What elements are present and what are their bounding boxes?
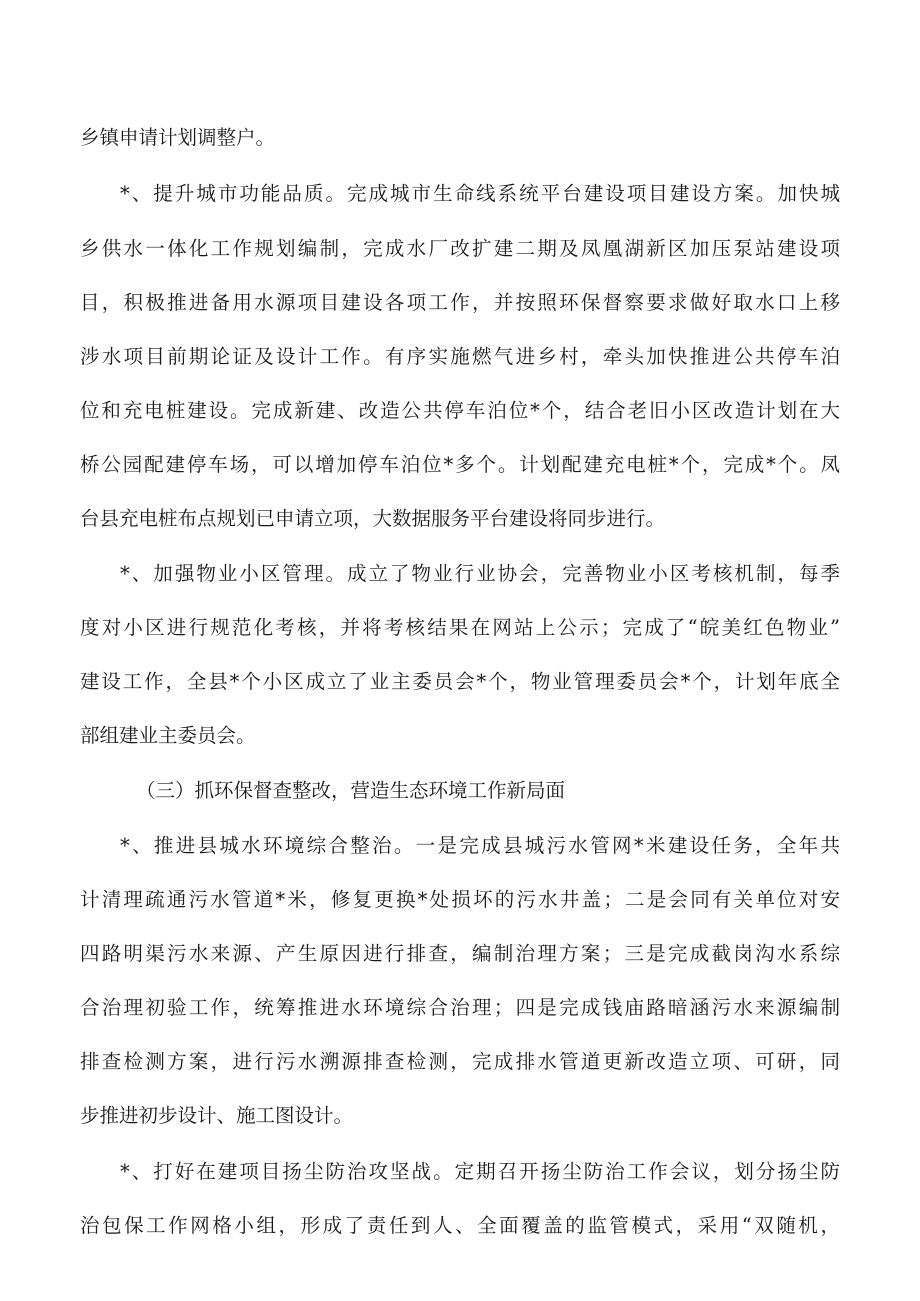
text-line-11: 建设工作，全县*个小区成立了业主委员会*个，物业管理委员会*个，计划年底全 [80, 670, 840, 693]
text-line-8: 台县充电桩布点规划已申请立项，大数据服务平台建设将同步进行。 [80, 507, 666, 530]
text-line-14: *、推进县城水环境综合整治。一是完成县城污水管网*米建设任务，全年共 [120, 834, 840, 857]
text-line-15: 计清理疏通污水管道*米，修复更换*处损坏的污水井盖；二是会同有关单位对安 [80, 888, 840, 911]
text-line-21: 治包保工作网格小组，形成了责任到人、全面覆盖的监管模式，采用“双随机， [80, 1214, 840, 1237]
text-line-3: 乡供水一体化工作规划编制，完成水厂改扩建二期及凤凰湖新区加压泵站建设项 [80, 237, 840, 260]
text-line-16: 四路明渠污水来源、产生原因进行排查，编制治理方案；三是完成截岗沟水系综 [80, 942, 840, 965]
text-line-18: 排查检测方案，进行污水溯源排查检测，完成排水管道更新改造立项、可研，同 [80, 1050, 840, 1073]
text-line-7: 桥公园配建停车场，可以增加停车泊位*多个。计划配建充电桩*个，完成*个。凤 [80, 453, 840, 476]
text-line-4: 目，积极推进备用水源项目建设各项工作，并按照环保督察要求做好取水口上移 [80, 291, 840, 314]
text-line-19: 步推进初步设计、施工图设计。 [80, 1104, 354, 1127]
text-line-5: 涉水项目前期论证及设计工作。有序实施燃气进乡村，牵头加快推进公共停车泊 [80, 345, 840, 368]
text-line-12: 部组建业主委员会。 [80, 724, 256, 747]
text-line-20: *、打好在建项目扬尘防治攻坚战。定期召开扬尘防治工作会议，划分扬尘防 [120, 1160, 840, 1183]
text-line-1: 乡镇申请计划调整户。 [80, 126, 276, 149]
section-heading: （三）抓环保督查整改，营造生态环境工作新局面 [136, 779, 566, 802]
text-line-9: *、加强物业小区管理。成立了物业行业协会，完善物业小区考核机制，每季 [120, 562, 840, 585]
text-line-6: 位和充电桩建设。完成新建、改造公共停车泊位*个，结合老旧小区改造计划在大 [80, 399, 840, 422]
text-line-17: 合治理初验工作，统筹推进水环境综合治理；四是完成钱庙路暗涵污水来源编制 [80, 996, 840, 1019]
text-line-10: 度对小区进行规范化考核，并将考核结果在网站上公示；完成了“皖美红色物业” [80, 616, 840, 639]
text-line-2: *、提升城市功能品质。完成城市生命线系统平台建设项目建设方案。加快城 [120, 182, 840, 205]
